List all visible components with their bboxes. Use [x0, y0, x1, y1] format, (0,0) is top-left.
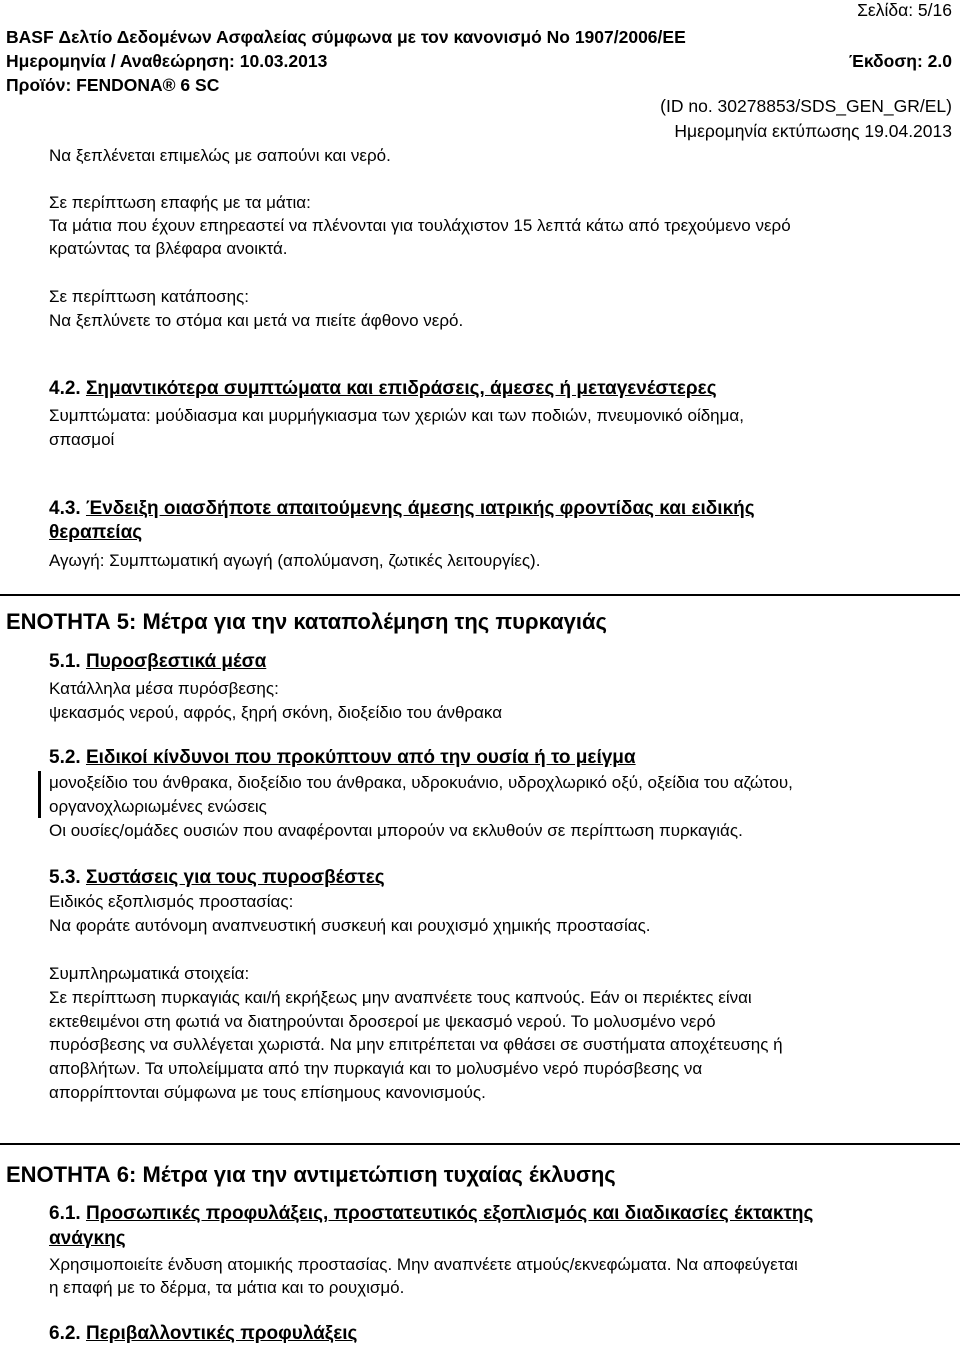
- hazard-products-text-cont: οργανοχλωριωμένες ενώσεις: [49, 797, 267, 816]
- symptoms-text-cont: σπασμοί: [49, 430, 115, 449]
- subsection-title-cont: θεραπείας: [49, 522, 143, 543]
- subsection-4-2-heading: [49, 378, 717, 400]
- subsection-6-1-heading-cont: [49, 1228, 126, 1250]
- print-date: Ημερομηνία εκτύπωσης 19.04.2013: [674, 121, 952, 141]
- protective-equipment-label: Ειδικός εξοπλισμός προστασίας:: [49, 892, 294, 911]
- product-name: FENDONA® 6 SC: [76, 75, 220, 95]
- version-label: Έκδοση: 2.0: [848, 51, 952, 71]
- personal-precautions-text-cont: η επαφή με το δέρμα, τα μάτια και το ρουχισμό.: [49, 1278, 405, 1297]
- personal-precautions-text: Χρησιμοποιείτε ένδυση ατομικής προστασίας. Μην αναπνέετε ατμούς/εκνεφώματα. Να αποφεύγεται: [49, 1255, 798, 1274]
- subsection-title: Συστάσεις για τους πυροσβέστες: [85, 867, 385, 888]
- subsection-number: 5.3.: [49, 867, 86, 888]
- product-line: [6, 75, 219, 96]
- protective-equipment-text: Να φοράτε αυτόνομη αναπνευστική συσκευή και ρουχισμό χημικής προστασίας.: [49, 916, 651, 935]
- revision-change-bar: [38, 771, 41, 818]
- subsection-number: 6.1.: [49, 1203, 86, 1224]
- treatment-text: Αγωγή: Συμπτωματική αγωγή (απολύμανση, ζωτικές λειτουργίες).: [49, 551, 541, 570]
- eyes-text: Τα μάτια που έχουν επηρεαστεί να πλένονται για τουλάχιστον 15 λεπτά κάτω από τρεχούμενο νερό: [49, 216, 791, 235]
- ingestion-text: Να ξεπλύνετε το στόμα και μετά να πιείτε άφθονο νερό.: [49, 311, 464, 330]
- subsection-title: Περιβαλλοντικές προφυλάξεις: [85, 1323, 358, 1344]
- extinguishing-label: Κατάλληλα μέσα πυρόσβεσης:: [49, 679, 279, 698]
- subsection-number: 6.2.: [49, 1323, 86, 1344]
- subsection-number: 4.3.: [49, 498, 86, 519]
- additional-info-line: πυρόσβεσης να συλλέγεται χωριστά. Να μην επιτρέπεται να φθάσει σε συστήματα αποχέτευσης ή: [49, 1035, 783, 1054]
- subsection-4-3-heading-cont: [49, 522, 142, 544]
- additional-info-line: απορρίπτονται σύμφωνα με τους επίσημους κανονισμούς.: [49, 1083, 486, 1102]
- document-id: (ID no. 30278853/SDS_GEN_GR/EL): [660, 96, 952, 116]
- subsection-number: 5.1.: [49, 651, 86, 672]
- symptoms-text: Συμπτώματα: μούδιασμα και μυρμήγκιασμα των χεριών και των ποδιών, πνευμονικό οίδημα,: [49, 406, 744, 425]
- subsection-5-1-heading: [49, 651, 266, 673]
- section-6-title: ΕΝΟΤΗΤΑ 6: Μέτρα για την αντιμετώπιση τυχαίας έκλυσης: [6, 1162, 616, 1187]
- subsection-title: Σημαντικότερα συμπτώματα και επιδράσεις, άμεσες ή μεταγενέστερες: [85, 378, 717, 399]
- section-divider: [0, 594, 960, 596]
- subsection-6-1-heading: [49, 1203, 813, 1225]
- subsection-number: 4.2.: [49, 378, 86, 399]
- subsection-5-3-heading: [49, 867, 385, 889]
- subsection-title-cont: ανάγκης: [49, 1228, 126, 1249]
- product-prefix: Προϊόν:: [6, 75, 77, 95]
- eyes-text-cont: κρατώντας τα βλέφαρα ανοικτά.: [49, 239, 288, 258]
- revision-date: Ημερομηνία / Αναθεώρηση: 10.03.2013: [6, 51, 328, 71]
- section-5-title: ΕΝΟΤΗΤΑ 5: Μέτρα για την καταπολέμηση της πυρκαγιάς: [6, 609, 607, 634]
- header-title: BASF Δελτίο Δεδομένων Ασφαλείας σύμφωνα με τον κανονισμό Νο 1907/2006/ΕΕ: [6, 27, 686, 47]
- skin-wash-text: Να ξεπλένεται επιμελώς με σαπούνι και νερό.: [49, 146, 391, 165]
- hazard-products-text: μονοξείδιο του άνθρακα, διοξείδιο του άνθρακα, υδροκυάνιο, υδροχλωρικό οξύ, οξείδια του αζώτου,: [49, 773, 793, 792]
- additional-info-line: εκτεθειμένοι στη φωτιά να διατηρούνται δροσεροί με ψεκασμό νερού. Το μολυσμένο νερό: [49, 1012, 716, 1031]
- ingestion-label: Σε περίπτωση κατάποσης:: [49, 287, 249, 306]
- extinguishing-media: ψεκασμός νερού, αφρός, ξηρή σκόνη, διοξείδιο του άνθρακα: [49, 703, 503, 722]
- additional-info-label: Συμπληρωματικά στοιχεία:: [49, 964, 250, 983]
- subsection-title: Πυροσβεστικά μέσα: [85, 651, 267, 672]
- subsection-title: Προσωπικές προφυλάξεις, προστατευτικός εξοπλισμός και διαδικασίες έκτακτης: [85, 1203, 814, 1224]
- subsection-title: Ένδειξη οιασδήποτε απαιτούμενης άμεσης ιατρικής φροντίδας και ειδικής: [85, 498, 755, 519]
- subsection-title: Ειδικοί κίνδυνοι που προκύπτουν από την ουσία ή το μείγμα: [85, 747, 636, 768]
- subsection-4-3-heading: [49, 498, 755, 520]
- page-number: Σελίδα: 5/16: [857, 0, 952, 20]
- section-divider: [0, 1143, 960, 1145]
- additional-info-line: Σε περίπτωση πυρκαγιάς και/ή εκρήξεως μην αναπνέετε τους καπνούς. Εάν οι περιέκτες είναι: [49, 988, 752, 1007]
- eyes-label: Σε περίπτωση επαφής με τα μάτια:: [49, 193, 311, 212]
- subsection-6-2-heading: [49, 1323, 357, 1345]
- subsection-5-2-heading: [49, 747, 636, 769]
- subsection-number: 5.2.: [49, 747, 86, 768]
- additional-info-line: αποβλήτων. Τα υπολείμματα από την πυρκαγιά και το μολυσμένο νερό πυρόσβεσης να: [49, 1059, 703, 1078]
- hazard-release-text: Οι ουσίες/ομάδες ουσιών που αναφέρονται μπορούν να εκλυθούν σε περίπτωση πυρκαγιάς.: [49, 821, 743, 840]
